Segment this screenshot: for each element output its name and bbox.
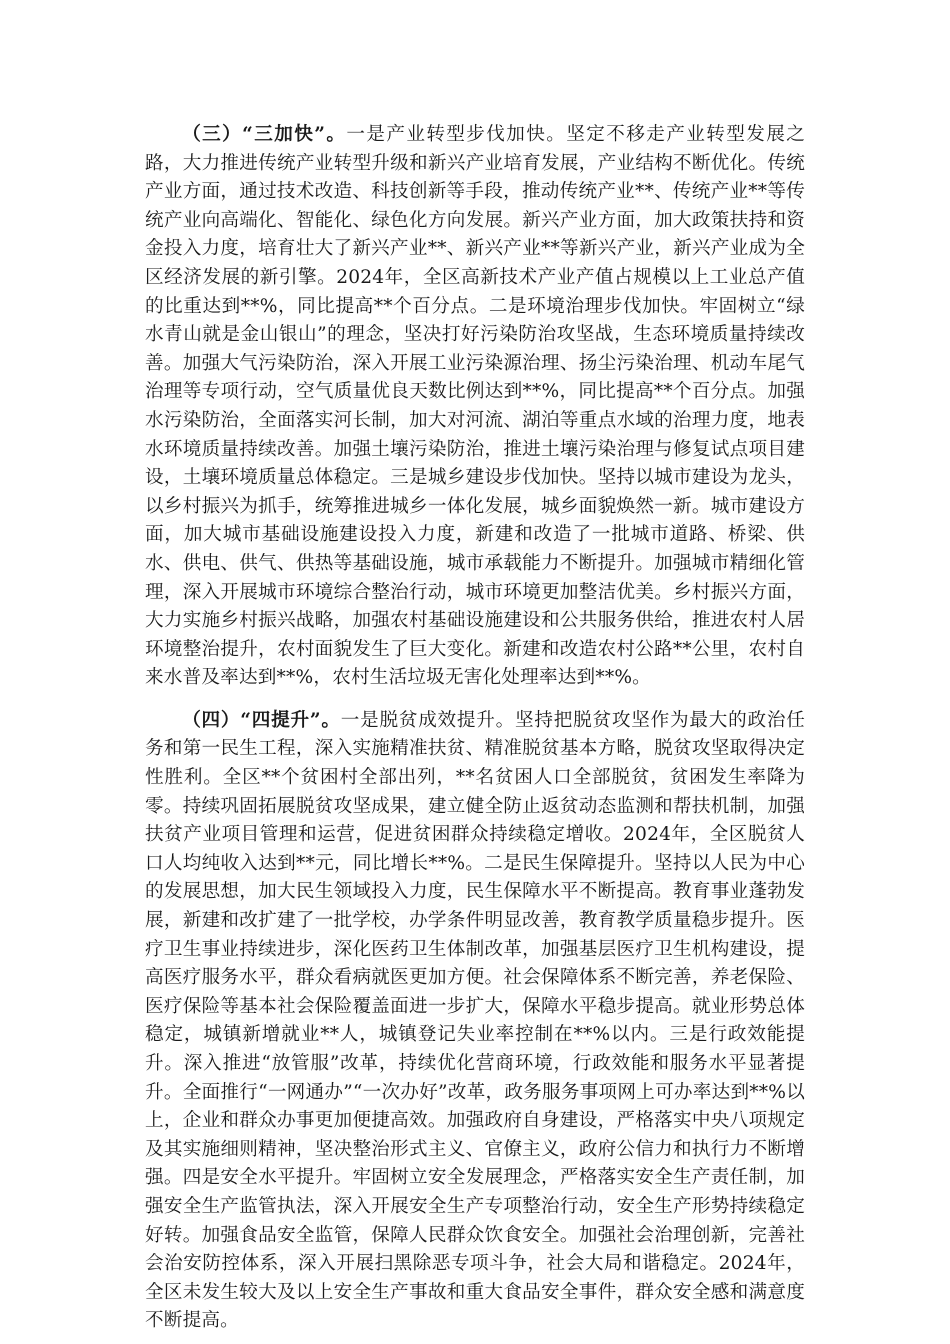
document-body: [145, 121, 805, 1336]
section-four-text: 一是脱贫成效提升。坚持把脱贫攻坚作为最大的政治任务和第一民生工程，深入实施精准扶贫、精准脱贫基本方略，脱贫攻坚取得决定性胜利。全区**个贫困村全部出列，**名贫困人口全部脱贫，贫困发生率降为零。持续巩固拓展脱贫攻坚成果，建立健全防止返贫动态监测和帮扶机制，加强扶贫产业项目管理和运营，促进贫困群众持续稳定增收。2024年，全区脱贫人口人均纯收入达到**元，同比增长**%。二是民生保障提升。坚持以人民为中心的发展思想，加大民生领域投入力度，民生保障水平不断提高。教育事业蓬勃发展，新建和改扩建了一批学校，办学条件明显改善，教育教学质量稳步提升。医疗卫生事业持续进步，深化医药卫生体制改革，加强基层医疗卫生机构建设，提高医疗服务水平，群众看病就医更加方便。社会保障体系不断完善，养老保险、医疗保险等基本社会保险覆盖面进一步扩大，保障水平稳步提高。就业形势总体稳定，城镇新增就业**人，城镇登记失业率控制在**%以内。三是行政效能提升。深入推进“放管服”改革，持续优化营商环境，行政效能和服务水平显著提升。全面推行“一网通办”“一次办好”改革，政务服务事项网上可办率达到**%以上，企业和群众办事更加便捷高效。加强政府自身建设，严格落实中央八项规定及其实施细则精神，坚决整治形式主义、官僚主义，政府公信力和执行力不断增强。四是安全水平提升。牢固树立安全发展理念，严格落实安全生产责任制，加强安全生产监管执法，深入开展安全生产专项整治行动，安全生产形势持续稳定好转。加强食品安全监管，保障人民群众饮食安全。加强社会治理创新，完善社会治安防控体系，深入开展扫黑除恶专项斗争，社会大局和谐稳定。2024年，全区未发生较大及以上安全生产事故和重大食品安全事件，群众安全感和满意度不断提高。: [145, 709, 805, 1332]
section-three-paragraph: [145, 121, 805, 693]
section-four-heading: （四）“四提升”。: [182, 709, 341, 731]
section-three-text: 一是产业转型步伐加快。坚定不移走产业转型发展之路，大力推进传统产业转型升级和新兴产业培育发展，产业结构不断优化。传统产业方面，通过技术改造、科技创新等手段，推动传统产业**、传统产业**等传统产业向高端化、智能化、绿色化方向发展。新兴产业方面，加大政策扶持和资金投入力度，培育壮大了新兴产业**、新兴产业**等新兴产业，新兴产业成为全区经济发展的新引擎。2024年，全区高新技术产业产值占规模以上工业总产值的比重达到**%，同比提高**个百分点。二是环境治理步伐加快。牢固树立“绿水青山就是金山银山”的理念，坚决打好污染防治攻坚战，生态环境质量持续改善。加强大气污染防治，深入开展工业污染源治理、扬尘污染治理、机动车尾气治理等专项行动，空气质量优良天数比例达到**%，同比提高**个百分点。加强水污染防治，全面落实河长制，加大对河流、湖泊等重点水域的治理力度，地表水环境质量持续改善。加强土壤污染防治，推进土壤污染治理与修复试点项目建设，土壤环境质量总体稳定。三是城乡建设步伐加快。坚持以城市建设为龙头，以乡村振兴为抓手，统筹推进城乡一体化发展，城乡面貌焕然一新。城市建设方面，加大城市基础设施建设投入力度，新建和改造了一批城市道路、桥梁、供水、供电、供气、供热等基础设施，城市承载能力不断提升。加强城市精细化管理，深入开展城市环境综合整治行动，城市环境更加整洁优美。乡村振兴方面，大力实施乡村振兴战略，加强农村基础设施建设和公共服务供给，推进农村人居环境整治提升，农村面貌发生了巨大变化。新建和改造农村公路**公里，农村自来水普及率达到**%，农村生活垃圾无害化处理率达到**%。: [145, 124, 805, 689]
section-four-paragraph: [145, 707, 805, 1336]
section-three-heading: （三）“三加快”。: [182, 124, 347, 145]
